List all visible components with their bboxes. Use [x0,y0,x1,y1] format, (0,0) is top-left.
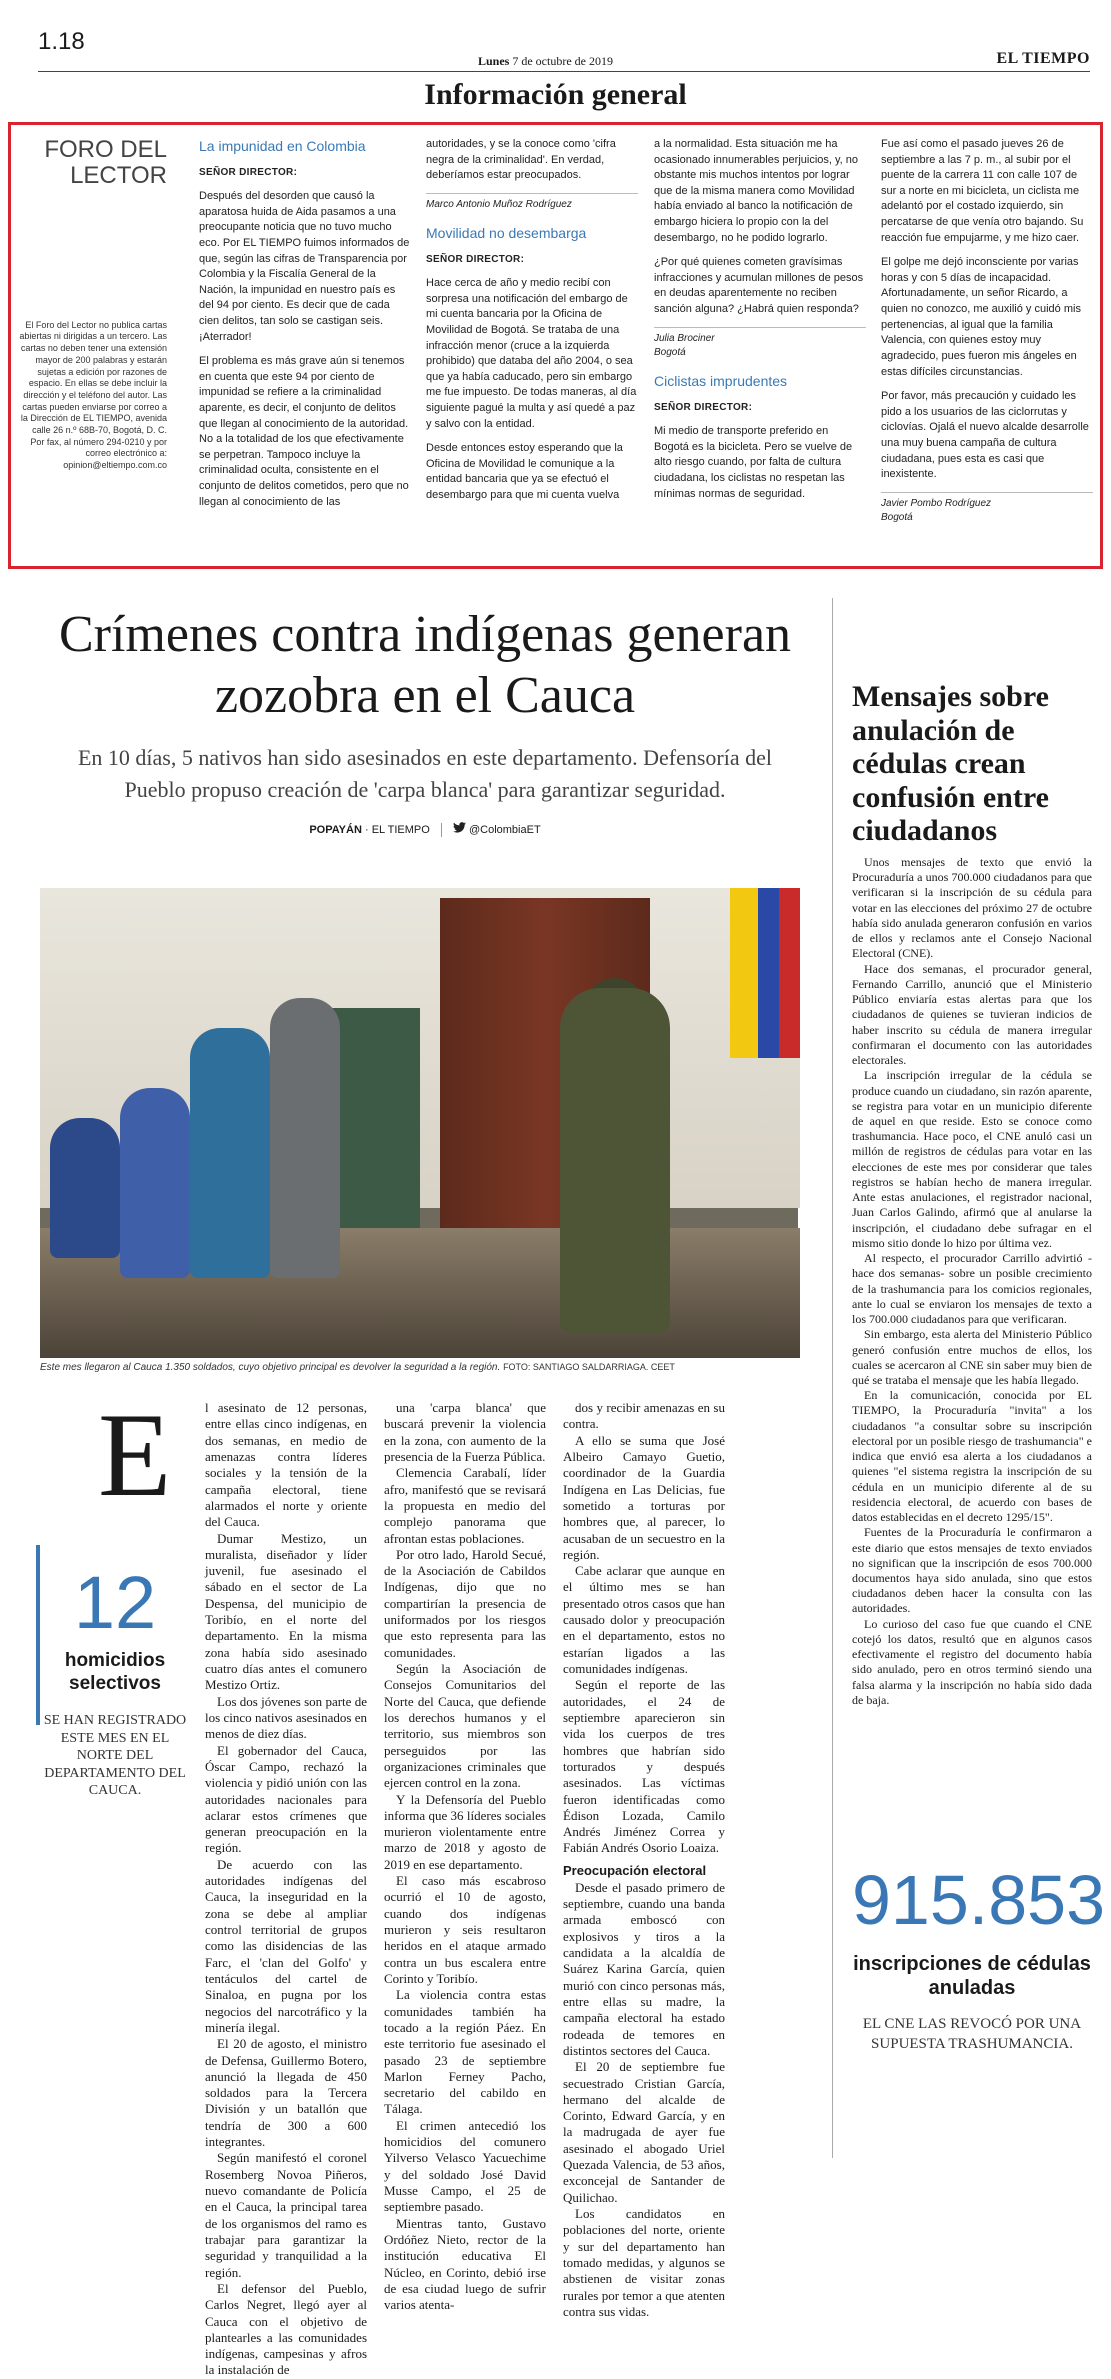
foro-title-line-1: FORO DEL [44,136,167,163]
article-paragraph: Según la Asociación de Consejos Comunitarios del Norte del Cauca, que defiende los derechos humanos y el territorio, sus miembros son perseguidos por las organizaciones criminales que ejercen control en la zona. [384,1661,546,1791]
byline-dot: · [364,824,369,836]
stat-number: 12 [73,1561,157,1644]
article-paragraph: El 20 de agosto, el ministro de Defensa, Guillermo Botero, anunció la llegada de 450 soldados para la Tercera División y un batallón que tendría de 300 a 600 integrantes. [205,2036,367,2150]
sidebar-divider [832,598,833,2158]
letter-3-paragraph: Por favor, más precaución y cuidado les pido a los usuarios de las ciclorrutas y ciclovías. Ojalá el nuevo alcalde desarrolle una muy buena campaña de cultura ciudadana, pues esta es casi que inexistente. [881,390,1089,481]
byline-divider [441,823,442,837]
sidebar-paragraph: Unos mensajes de texto que envió la Procuraduría a unos 700.000 ciudadanos para que verificaran si la inscripción de su cédula para votar en las elecciones del próximo 27 de octubre había sido anulada generaron confusión en varios de ellos y reclamos ante el Consejo Nacional Electoral (CNE). [852,855,1092,961]
article-paragraph: Según el reporte de las autoridades, el 24 de septiembre aparecieron sin vida los cuerpos de tres hombres que habrían sido torturados y después asesinados. Las víctimas fueron identificadas como Édison Lozada, Camilo Andrés Jiménez Correa y Fabián Andrés Osorio Loaiza. [563,1677,725,1856]
letter-1-paragraph: autoridades, y se la conoce como 'cifra negra de la criminalidad'. En verdad, deberíamos estar preocupados. [426,138,616,182]
photo-credit: FOTO: SANTIAGO SALDARRIAGA. CEET [503,1362,675,1372]
article-paragraph: Por otro lado, Harold Secué, de la Asociación de Cabildos Indígenas, dijo que no compartirían la presencia de uniformados por los riesgos que esto representa para las comunidades. [384,1546,546,1660]
letter-3-paragraph: El golpe me dejó inconsciente por varias horas y con 5 días de incapacidad. Afortunadamente, un señor Ricardo, a quien no conozco, me auxilió y cuidó mis pertenencias, al igual que la familia Valencia, con quienes estoy muy agradecido, pues fueron mis ángeles en estas difíciles circunstancias. [881,256,1081,378]
article-byline [40,822,810,852]
section-title: Información general [424,78,687,111]
article-paragraph: Según manifestó el coronel Rosemberg Novoa Piñeros, nuevo comandante de Policía en el Cauca, la principal tarea de los organismos del ramo es trabajar para garantizar la seguridad y tranquilidad a la región. [205,2150,367,2280]
byline-source: EL TIEMPO [371,824,430,836]
letter-1-title: La impunidad en Colombia [199,138,366,154]
article-paragraph: l asesinato de 12 personas, entre ellas cinco indígenas, en dos semanas, en medio de amenazas contra líderes sociales y la tensión de la campaña electoral, tiene alarmados el norte y oriente del Cauca. [205,1400,367,1530]
sidebar-stat-description: EL CNE LAS REVOCÓ POR UNA SUPUESTA TRASHUMANCIA. [862,2016,1082,2052]
letter-3-paragraph: Mi medio de transporte preferido en Bogotá es la bicicleta. Pero se vuelve de alto riesgo cuando, por falta de cultura ciudadana, los ciclistas no respetan las mínimas normas de seguridad. [654,425,853,500]
letter-1-salutation: SEÑOR DIRECTOR: [199,166,298,178]
article-paragraph: Y la Defensoría del Pueblo informa que 36 líderes sociales murieron violentamente entre marzo de 2018 y agosto de 2019 en ese departamento. [384,1791,546,1872]
page-masthead [38,28,1090,72]
letter-3-signature [881,492,1093,525]
article-paragraph: Mientras tanto, Gustavo Ordóñez Nieto, rector de la institución educativa El Núcleo, en Corinto, debió irse de esa ciudad luego de sufrir varios atenta- [384,2215,546,2313]
article-paragraph: Los candidatos en poblaciones del norte, oriente y sur del departamento han tomado medidas, y algunos se abstienen de visitar zonas rurales por temor a que atenten contra sus vidas. [563,2206,725,2319]
byline-location: POPAYÁN [309,824,362,836]
sidebar-paragraph: Hace dos semanas, el procurador general, Fernando Carrillo, anunció que el Ministerio Público enviaría estas alertas para que los ciudadanos de quienes se tuvieran indicios de haber inscrito su cédula de manera irregular confirmaran el documento con las autoridades electorales. [852,961,1092,1068]
byline-twitter-handle[interactable]: @ColombiaET [468,824,541,836]
article-photo [40,888,798,1358]
letter-2-salutation: SEÑOR DIRECTOR: [426,253,525,265]
letter-2-paragraph: ¿Por qué quienes cometen gravísimas infracciones y acumulan millones de pesos en deudas aparentemente no reciben sanción alguna? ¿Habrá quien responda? [654,256,864,316]
photo-caption [40,1362,800,1373]
article-paragraph: El caso más escabroso ocurrió el 10 de agosto, cuando dos indígenas murieron y seis resultaron heridos en el ataque armado contra un bus escalera entre Corinto y Toribío. [384,1873,546,1986]
photo-person [190,1028,270,1278]
sidebar-paragraph: Fuentes de la Procuraduría le confirmaron a este diario que estos mensajes de texto enviados no significan que la inscripción de esos 700.000 documentos haya sido anulada, sino que estos ciudadanos deben hacer la consulta con las autoridades. [852,1525,1092,1616]
letter-1-signature: Marco Antonio Muñoz Rodríguez [426,193,638,212]
sidebar-stat-label: inscripciones de cédulas anuladas [853,1953,1091,1999]
foro-del-lector-block [8,122,1103,569]
letter-2-signature-name: Julia Brociner [654,332,715,344]
letter-column-4 [881,137,1093,562]
sidebar-paragraph: Sin embargo, esta alerta del Ministerio Público generó confusión entre muchos de ellos, los cuales se acercaron al CNE sin saber muy bien de qué se trataba el mensaje que les había llegado. [852,1327,1092,1387]
letter-column-3 [654,137,866,562]
article-column-2 [384,1400,546,2313]
letter-2-paragraph: Hace cerca de año y medio recibí con sorpresa una notificación del embargo de mi cuenta bancaria por la Oficina de Movilidad de Bogotá. Se trataba de una infracción menor (cruce a la izquierda prohibido) que databa del año 2004, o sea que ya había caducado, pero sin embargo me fue impuesto. De todas maneras, al día siguiente pagué la multa y así quedé a paz y salvo con la entidad. [426,277,637,430]
article-paragraph: Dumar Mestizo, un muralista, diseñador y líder juvenil, fue asesinado el sábado en el sector de La Despensa, del municipio de Toribío, en el norte del departamento. En la misma zona había sido asesinado cuatro días antes el comunero Mestizo Ortiz. [205,1530,367,1693]
letter-2-signature-city: Bogotá [654,346,686,358]
sidebar-paragraph: En la comunicación, conocida por EL TIEMPO, la Procuraduría "invita" a los ciudadanos "a consultar sobre su inscripción electoral por un posible riesgo de trashumancia" e indica que envió esa alerta a los ciudadanos a quienes "el sistema registra la inscripción de su cédula en un municipio diferente al de su residencia electoral, de acuerdo con bases de datos establecidas en el decreto 1295/15". [852,1388,1092,1525]
article-paragraph: A ello se suma que José Albeiro Camayo Guetio, coordinador de la Guardia Indígena en Las Delicias, fue sometido a torturas por hombres que, al parecer, lo acusaban de un secuestro en la región. [563,1432,725,1562]
letter-3-salutation: SEÑOR DIRECTOR: [654,401,753,413]
article-paragraph: El gobernador del Cauca, Óscar Campo, rechazó la violencia y pidió unión con las autoridades nacionales para aclarar estos crímenes que generan preocupación en la región. [205,1742,367,1856]
article-paragraph: una 'carpa blanca' que buscará prevenir la violencia en la zona, con aumento de la presencia de la Fuerza Pública. [384,1400,546,1464]
newspaper-brand: EL TIEMPO [996,50,1090,67]
article-dropcap: E [98,1388,172,1521]
foro-column [17,137,167,557]
foro-title [17,137,167,190]
article-column-3 [563,1400,725,2319]
stat-label: homicidios selectivos [64,1650,166,1694]
page-date-day: Lunes [478,54,510,68]
page-number: 1.18 [38,28,85,55]
sidebar-body [852,855,1092,1855]
article-subhead: En 10 días, 5 nativos han sido asesinados en este departamento. Defensoría del Pueblo propuso creación de 'carpa blanca' para garantizar seguridad. [77,745,773,802]
letter-3-paragraph: Fue así como el pasado jueves 26 de septiembre a las 7 p. m., al subir por el puente de la carrera 11 con calle 107 de sur a norte en mi bicicleta, un ciclista me adelantó por el costado izquierdo, sin percatarse de que venía otro bajando. Su reacción fue empujarme, y me hizo caer. [881,138,1084,244]
photo-soldier [560,988,670,1333]
article-paragraph: Cabe aclarar que aunque en el último mes se han presentado otros casos que han causado dolor y preocupación en el departamento, estos no estarían ligados a las comunidades indígenas. [563,1563,725,1676]
sidebar-paragraph: Al respecto, el procurador Carrillo advirtió -hace dos semanas- sobre un posible crecimiento de la trashumancia para los comicios regionales, ante lo cual se enviaron los mensajes de texto a los 700.000 ciudadanos para que verificaran. [852,1251,1092,1327]
article-subheading: Preocupación electoral [563,1862,707,1878]
sidebar-paragraph: Lo curioso del caso fue que cuando el CNE cotejó los datos, resultó que en algunos casos efectivamente el registro del documento había sido anulado, pero en otros terminó siendo una falsa alarma y la inscripción no había sido dada de baja. [852,1616,1092,1707]
photo-person [120,1088,190,1278]
sidebar-headline: Mensajes sobre anulación de cédulas crean confusión entre ciudadanos [852,680,1049,848]
article-paragraph: dos y recibir amenazas en su contra. [563,1400,725,1432]
page-date-rest: 7 de octubre de 2019 [512,54,613,68]
page-date [478,54,613,69]
article-paragraph: La violencia contra estas comunidades también ha tocado a la región Páez. En este territorio fue asesinado el pasado 23 de septiembre Marlon Ferney Pacho, secretario del cabildo en Tálaga. [384,1987,546,2117]
foro-title-line-2: LECTOR [70,162,167,190]
article-paragraph: Desde el pasado primero de septiembre, cuando una banda armada emboscó con explosivos y tiros a la candidata a la alcaldía de Suárez Karina García, quien murió con cinco personas más, entre ellas su madre, la campaña electoral ha estado rodeada de temores en distintos sectores del Cauca. [563,1879,725,2058]
letter-column-2 [426,137,638,562]
article-paragraph: El crimen antecedió los homicidios del comunero Yilverso Velasco Yacuechime y del soldado José David Musse Campo, el 25 de septiembre pasado. [384,2117,546,2215]
letter-2-paragraph: Desde entonces estoy esperando que la Oficina de Movilidad le comunique a la entidad bancaria que ya se efectuó el desembargo para que mi cuenta vuelva [426,442,623,501]
twitter-icon [453,824,469,836]
article-paragraph: Los dos jóvenes son parte de los cinco nativos asesinados en menos de diez días. [205,1693,367,1742]
letter-column-1 [199,137,411,562]
article-paragraph: El 20 de septiembre fue secuestrado Cristian García, hermano del alcalde de Corinto, Edward García, y en la madrugada de ayer fue asesinado el abogado Uriel Quezada Valencia, de 53 años, exconcejal de Santander de Quilichao. [563,2059,725,2205]
letter-3-signature-city: Bogotá [881,511,913,523]
article-paragraph: El defensor del Pueblo, Carlos Negret, llegó ayer al Cauca con el objetivo de plantearles a las comunidades indígenas, campesinas y afros la instalación de [205,2280,367,2378]
letter-3-title: Ciclistas imprudentes [654,373,788,390]
sidebar-stat-number: 915.853 [852,1861,1106,1939]
photo-person [50,1118,120,1258]
photo-caption-text: Este mes llegaron al Cauca 1.350 soldados, cuyo objetivo principal es devolver la seguridad a la región. [40,1362,501,1373]
article-paragraph: De acuerdo con las autoridades indígenas del Cauca, la inseguridad en la zona se debe al ampliar control territorial de grupos como las disidencias de las Farc, el 'clan del Golfo' y tentáculos del cartel de Sinaloa, en pugna por los negocios del narcotráfico y la minería ilegal. [205,1856,367,2035]
article-headline: Crímenes contra indígenas generan zozobra en el Cauca [58,606,792,724]
foro-note: El Foro del Lector no publica cartas abiertas ni dirigidas a un tercero. Las cartas no deben tener una extensión mayor de 200 palabras y estarán sujetas a edición por razones de espacio. En ellas se debe incluir la dirección y el teléfono del autor. Las cartas pueden enviarse por correo a la Dirección de EL TIEMPO, avenida calle 26 n.º 68B-70, Bogotá, D. C. Por fax, al número 294-0210 y por correo electrónico a: opinion@eltiempo.com.co [19,319,167,471]
article-paragraph: Clemencia Carabalí, líder afro, manifestó que se revisará la propuesta en medio del complejo panorama que afrontan estas poblaciones. [384,1465,546,1546]
stat-description: SE HAN REGISTRADO ESTE MES EN EL NORTE DEL DEPARTAMENTO DEL CAUCA. [43,1713,187,1798]
letter-2-paragraph: a la normalidad. Esta situación me ha ocasionado innumerables perjuicios, y, no obstante mis muchos intentos por lograr que de la misma manera como Movilidad había enviado al banco la notificación de embargo hiciera lo propio con la del desembargo, no he podido lograrlo. [654,138,859,244]
letter-1-paragraph: Después del desorden que causó la aparatosa huida de Aida pasamos a una preocupante noticia que no tuvo mucho eco. Por EL TIEMPO fuimos informados de que, según las cifras de Transparencia por Colombia y la Fiscalía General de la Nación, la impunidad en nuestro país es del 94 por ciento. Es decir que de cada cien delitos, tan solo se castigan seis. ¡Aterrador! [199,190,410,343]
sidebar-paragraph: La inscripción irregular de la cédula se produce cuando un ciudadano, sin razón aparente, se registra para votar en un municipio diferente de aquel en que reside. Esto se conoce como trashumancia. Hace poco, el CNE anuló casi un millón de registros de cédulas para votar en las elecciones de este mes por considerar que tales registros se habían hecho de manera irregular. Ante estas anulaciones, el registrador nacional, Juan Carlos Galindo, afirmó que al anularse la inscripción, el ciudadano debe sufragar en el mismo sitio donde lo hizo por última vez. [852,1068,1092,1250]
letter-1-paragraph: El problema es más grave aún si tenemos en cuenta que este 94 por ciento de impunidad se refiere a la criminalidad aparente, es decir, el conjunto de delitos que llegan al conocimiento de la autoridad. No a la totalidad de los que efectivamente se perpetran. Tampoco incluye la criminalidad oculta, consistente en el conjunto de delitos cometidos, pero que no llegan al conocimiento de las [199,355,409,508]
letter-2-signature [654,327,866,360]
letter-2-title: Movilidad no desembarga [426,225,587,242]
article-column-1 [205,1400,367,2378]
photo-colombian-flag [730,888,800,1058]
letter-3-signature-name: Javier Pombo Rodríguez [881,497,992,509]
photo-person [270,998,340,1278]
